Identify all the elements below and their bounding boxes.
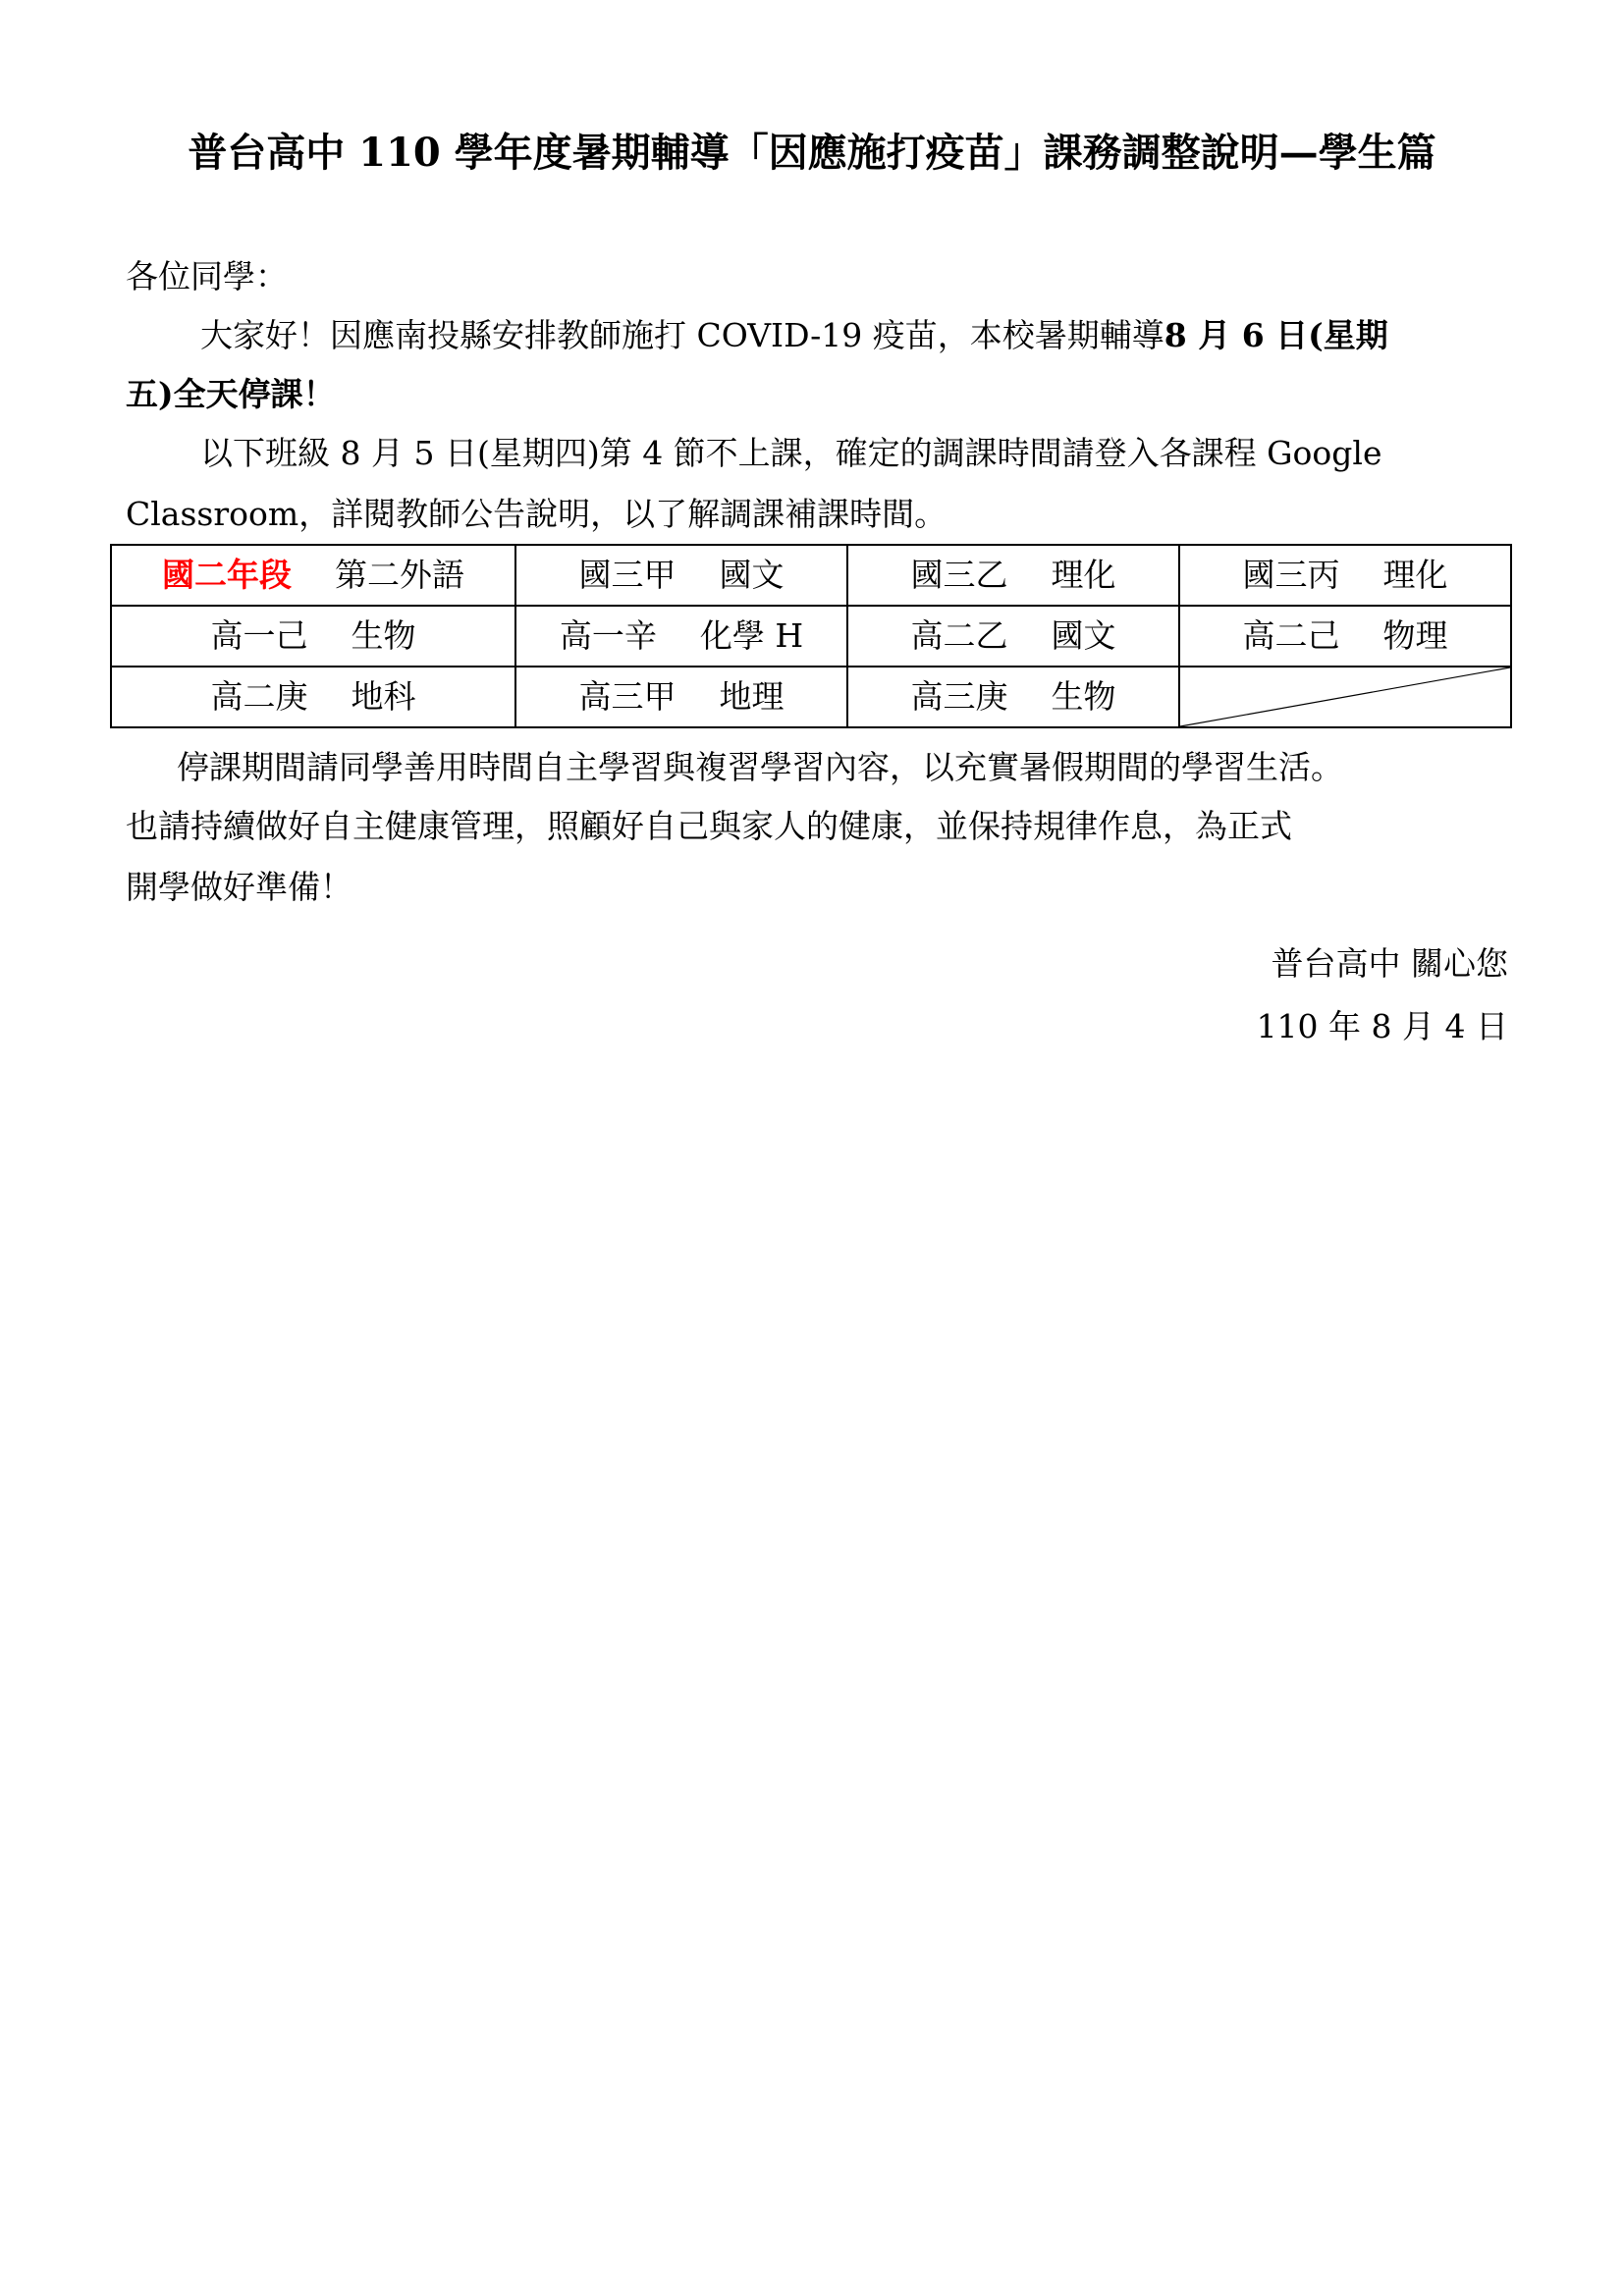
subject-name: 生物 xyxy=(351,616,416,655)
subject-name: 生物 xyxy=(1051,677,1116,716)
table-cell xyxy=(515,606,847,667)
paragraph-1-text: 大家好！因應南投縣安排教師施打 COVID-19 疫苗，本校暑期輔導 xyxy=(200,316,1164,354)
subject-name: 地理 xyxy=(719,677,785,716)
table-cell xyxy=(515,667,847,727)
diagonal-line xyxy=(1180,667,1510,726)
table-cell xyxy=(1179,606,1511,667)
subject-name: 國文 xyxy=(1051,616,1116,655)
document-title: 普台高中 110 學年度暑期輔導「因應施打疫苗」課務調整說明—學生篇 xyxy=(188,130,1436,176)
table-cell xyxy=(515,545,847,606)
table-cell xyxy=(847,606,1179,667)
table-cell xyxy=(111,606,515,667)
class-name: 國三丙 xyxy=(1242,556,1340,594)
class-name: 國三甲 xyxy=(578,556,677,594)
table-cell xyxy=(847,545,1179,606)
signature: 普台高中 關心您 xyxy=(1271,944,1508,983)
paragraph-3-line-1: 停課期間請同學善用時間自主學習與複習學習內容，以充實暑假期間的學習生活。 xyxy=(177,748,1343,786)
table-cell xyxy=(847,667,1179,727)
class-name: 高一己 xyxy=(210,616,308,655)
subject-name: 理化 xyxy=(1382,556,1448,594)
class-name: 高二己 xyxy=(1242,616,1340,655)
paragraph-2-line-1: 以下班級 8 月 5 日(星期四)第 4 節不上課，確定的調課時間請登入各課程 Google xyxy=(200,434,1382,472)
paragraph-2-line-2: Classroom，詳閱教師公告說明，以了解調課補課時間。 xyxy=(126,495,947,533)
subject-name: 國文 xyxy=(719,556,785,594)
class-name: 高一辛 xyxy=(559,616,657,655)
subject-name: 化學 H xyxy=(699,616,804,655)
table-cell xyxy=(1179,545,1511,606)
paragraph-1-line-2: 五)全天停課！ xyxy=(126,375,336,413)
paragraph-3-line-2: 也請持續做好自主健康管理，照顧好自己與家人的健康，並保持規律作息，為正式 xyxy=(126,807,1292,845)
class-name: 高二庚 xyxy=(210,677,308,716)
subject-name: 地科 xyxy=(351,677,416,716)
table-row xyxy=(111,606,1511,667)
subject-name: 物理 xyxy=(1382,616,1448,655)
class-name: 國三乙 xyxy=(910,556,1008,594)
table-cell xyxy=(111,667,515,727)
table-row xyxy=(111,667,1511,727)
document-date: 110 年 8 月 4 日 xyxy=(1256,1007,1508,1045)
class-name: 高二乙 xyxy=(910,616,1008,655)
class-name: 高三甲 xyxy=(578,677,677,716)
class-schedule-table xyxy=(110,544,1512,728)
empty-diagonal-cell xyxy=(1179,667,1511,727)
subject-name: 理化 xyxy=(1051,556,1116,594)
table-row xyxy=(111,545,1511,606)
paragraph-1-bold-date: 8 月 6 日(星期 xyxy=(1164,316,1388,354)
paragraph-1-line-1 xyxy=(200,312,1388,359)
class-name: 高三庚 xyxy=(910,677,1008,716)
table-cell xyxy=(111,545,515,606)
class-name: 國二年段 xyxy=(162,556,292,594)
subject-name: 第二外語 xyxy=(335,556,464,594)
paragraph-3-line-3: 開學做好準備！ xyxy=(126,868,352,906)
greeting: 各位同學： xyxy=(126,257,288,295)
